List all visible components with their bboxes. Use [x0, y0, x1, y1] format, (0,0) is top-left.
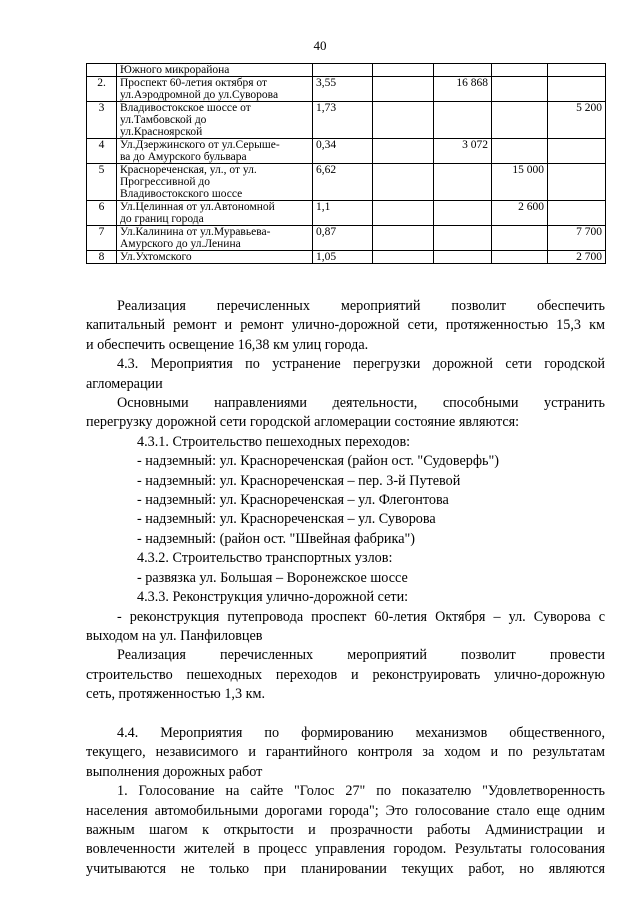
paragraph-construction-result: [86, 646, 605, 704]
text-line: капитальный ремонт и ремонт улично-дорожной сети, протяженностью 15,3 км: [86, 317, 605, 334]
text-line: Реализация перечисленных мероприятий позволит обеспечить: [117, 298, 605, 314]
road-name-line: ва до Амурского бульвара: [120, 151, 247, 163]
value-cell: [492, 77, 548, 102]
text-line: и обеспечить освещение 16,38 км улиц города.: [86, 336, 369, 353]
text-line: сеть, протяженностью 1,3 км.: [86, 686, 266, 703]
row-number-cell: 3: [87, 102, 117, 139]
row-number-cell: 5: [87, 164, 117, 201]
table-row: [87, 139, 606, 164]
text-line: 1. Голосование на сайте "Голос 27" по показателю "Удовлетворенность: [117, 783, 605, 800]
body-text: [86, 297, 605, 879]
paragraph-main-directions: [86, 394, 605, 433]
road-name-cell: [117, 164, 313, 201]
table-row: [87, 164, 606, 201]
text-line: населения автомобильными дорогами города"; Это голосование стало еще одним: [86, 802, 605, 819]
table-row: [87, 251, 606, 264]
value-cell: 3 072: [434, 139, 492, 164]
value-cell: [548, 139, 606, 164]
value-cell: [373, 201, 434, 226]
list-item: - развязка ул. Большая – Воронежское шоссе: [137, 569, 408, 586]
text-line: - реконструкция путепровода проспект 60-летия Октября – ул. Суворова с: [117, 608, 605, 625]
text-line: агломерации: [86, 375, 163, 392]
road-name-line: Проспект 60-летия октября от: [120, 77, 268, 89]
text-line: 4.4. Мероприятия по формированию механизмов общественного,: [117, 724, 605, 741]
value-cell: [373, 139, 434, 164]
text-line: Реализация перечисленных мероприятий позволит провести: [117, 647, 605, 664]
road-works-table: [86, 63, 606, 264]
length-cell: 1,73: [313, 102, 373, 139]
length-cell: [313, 64, 373, 77]
road-name-cell: [117, 64, 313, 77]
paragraph-voting: [86, 782, 605, 879]
spacer: [117, 705, 605, 724]
text-line: перегрузку дорожной сети городской агломерации состояние являются:: [86, 414, 520, 431]
row-number-cell: 8: [87, 251, 117, 264]
table-row: [87, 64, 606, 77]
value-cell: [548, 77, 606, 102]
value-cell: [434, 164, 492, 201]
list-item: - надземный: (район ост. "Швейная фабрика"): [137, 530, 416, 547]
value-cell: [492, 64, 548, 77]
road-name-cell: [117, 251, 313, 264]
value-cell: [492, 102, 548, 139]
road-name-line: Краснореченская, ул., от ул.: [120, 164, 257, 176]
value-cell: 16 868: [434, 77, 492, 102]
length-cell: 0,34: [313, 139, 373, 164]
value-cell: [548, 64, 606, 77]
text-line: 4.3. Мероприятия по устранение перегрузки дорожной сети городской: [117, 356, 605, 373]
value-cell: [434, 102, 492, 139]
row-number-cell: 7: [87, 226, 117, 251]
road-name-line: до границ города: [120, 213, 204, 225]
road-name-line: Ул.Дзержинского от ул.Серыше-: [120, 139, 280, 151]
value-cell: [492, 251, 548, 264]
list-item: - надземный: ул. Краснореченская – пер. 3-й Путевой: [137, 472, 461, 489]
road-name-line: Владивостокское шоссе от: [120, 102, 251, 114]
road-name-line: Южного микрорайона: [120, 64, 230, 76]
road-name-line: Ул.Калинина от ул.Муравьева-: [120, 226, 271, 238]
row-number-cell: 4: [87, 139, 117, 164]
table-row: [87, 77, 606, 102]
table-body: [87, 64, 606, 264]
table-row: [87, 102, 606, 139]
road-name-line: Прогрессивной до: [120, 176, 210, 188]
road-name-cell: [117, 226, 313, 251]
row-number-cell: 6: [87, 201, 117, 226]
text-line: учитываются не только при планировании текущих работ, но являются: [86, 860, 605, 877]
list-heading-4-3-1: 4.3.1. Строительство пешеходных переходов:: [137, 433, 411, 450]
length-cell: 1,05: [313, 251, 373, 264]
road-name-cell: [117, 102, 313, 139]
table-row: [87, 226, 606, 251]
length-cell: 1,1: [313, 201, 373, 226]
list-item: - надземный: ул. Краснореченская – ул. Флегонтова: [137, 492, 449, 509]
length-cell: 6,62: [313, 164, 373, 201]
text-line: выполнения дорожных работ: [86, 763, 263, 780]
value-cell: 2 700: [548, 251, 606, 264]
value-cell: [373, 102, 434, 139]
text-line: выходом на ул. Панфиловцев: [86, 627, 263, 644]
row-number-cell: 2.: [87, 77, 117, 102]
value-cell: 15 000: [492, 164, 548, 201]
value-cell: [373, 77, 434, 102]
value-cell: [373, 226, 434, 251]
value-cell: [373, 251, 434, 264]
row-number-cell: [87, 64, 117, 77]
text-line: вовлеченности жителей в процесс управления городом. Результаты голосования: [86, 841, 605, 858]
list-item-overpass: [86, 608, 605, 647]
value-cell: 2 600: [492, 201, 548, 226]
value-cell: [373, 64, 434, 77]
value-cell: [492, 226, 548, 251]
road-name-line: ул.Аэродромной до ул.Суворова: [120, 89, 279, 101]
value-cell: 7 700: [548, 226, 606, 251]
value-cell: [434, 226, 492, 251]
value-cell: 5 200: [548, 102, 606, 139]
road-name-line: ул.Тамбовской до: [120, 114, 207, 126]
length-cell: 3,55: [313, 77, 373, 102]
value-cell: [492, 139, 548, 164]
list-heading-4-3-3: 4.3.3. Реконструкция улично-дорожной сети:: [137, 589, 409, 606]
value-cell: [434, 64, 492, 77]
road-name-cell: [117, 201, 313, 226]
road-name-line: Ул.Ухтомского: [120, 251, 192, 263]
list-heading-4-3-2: 4.3.2. Строительство транспортных узлов:: [137, 550, 393, 567]
road-name-cell: [117, 77, 313, 102]
section-heading-4-4: [86, 724, 605, 782]
text-line: Основными направлениями деятельности, способными устранить: [117, 395, 605, 412]
list-item: - надземный: ул. Краснореченская (район ост. "Судоверфь"): [137, 453, 500, 470]
road-name-line: Ул.Целинная от ул.Автономной: [120, 201, 275, 213]
value-cell: [434, 201, 492, 226]
section-heading-4-3: [86, 355, 605, 394]
list-item: - надземный: ул. Краснореченская – ул. Суворова: [137, 511, 436, 528]
value-cell: [434, 251, 492, 264]
length-cell: 0,87: [313, 226, 373, 251]
paragraph-repair-result: [86, 297, 605, 355]
road-name-cell: [117, 139, 313, 164]
road-name-line: Владивостокского шоссе: [120, 188, 243, 200]
road-name-line: ул.Красноярской: [120, 126, 203, 138]
value-cell: [548, 164, 606, 201]
road-name-line: Амурского до ул.Ленина: [120, 238, 241, 250]
text-line: текущего, независимого и гарантийного контроля за ходом и по результатам: [86, 744, 605, 761]
value-cell: [373, 164, 434, 201]
text-line: важным шагом к открытости и прозрачности работы Администрации и: [86, 821, 605, 838]
page-number: 40: [313, 38, 327, 53]
text-line: строительство пешеходных переходов и реконструировать улично-дорожную: [86, 666, 605, 683]
table-row: [87, 201, 606, 226]
value-cell: [548, 201, 606, 226]
